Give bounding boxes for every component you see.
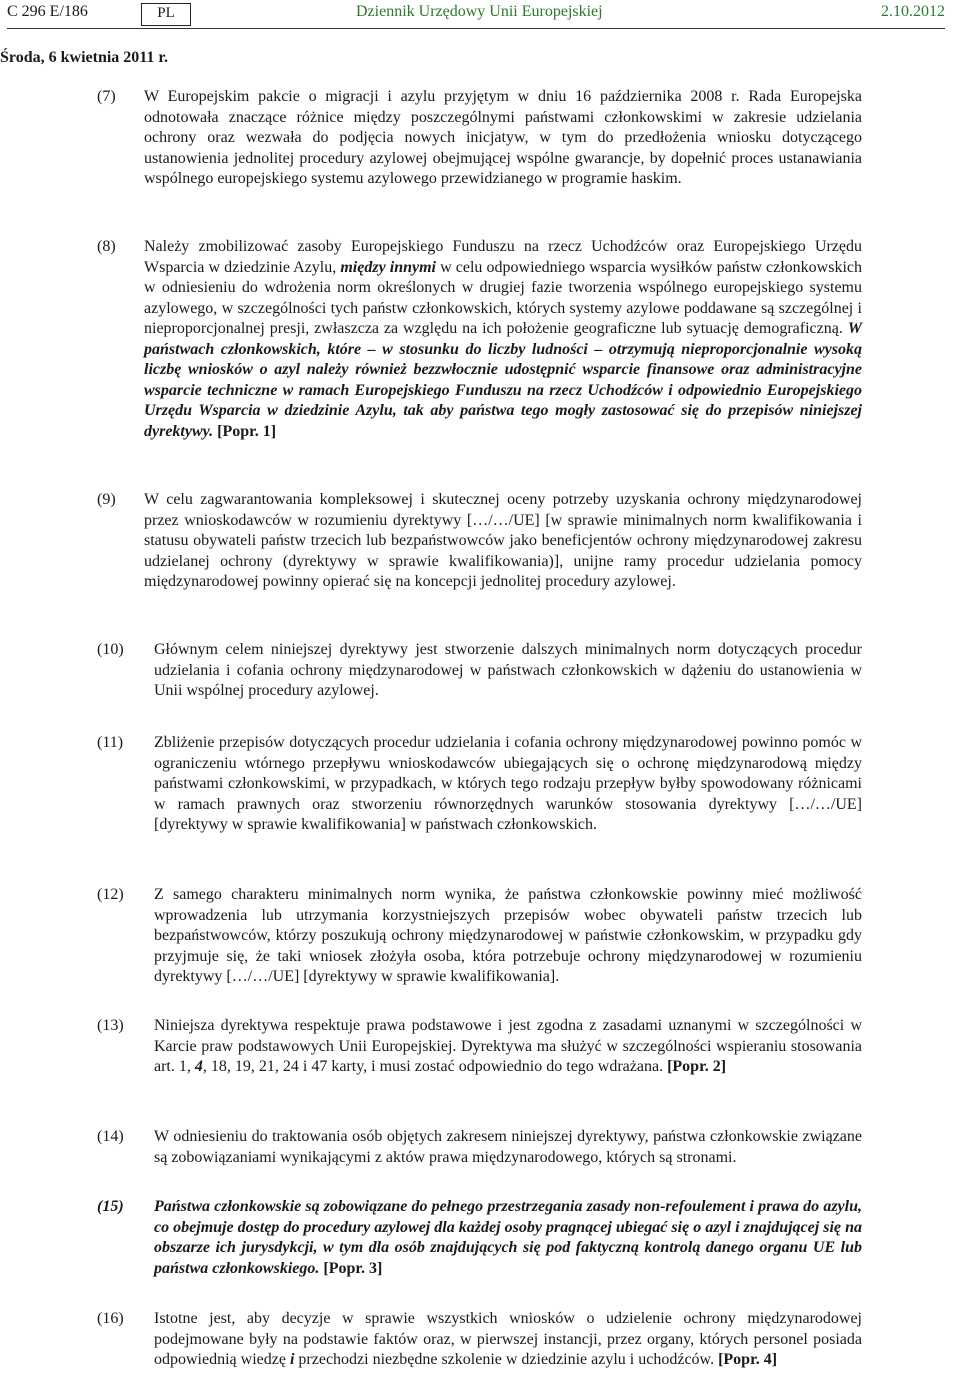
recital-text: Należy zmobilizować zasoby Europejskiego Funduszu na rzecz Uchodźców oraz Europejskiego Urzędu Wsparcia w dziedzinie Azylu, bbox=[144, 238, 862, 276]
amended-text: W państwach członkowskich, które – w stosunku do liczby ludności – otrzymują nieproporcjonalnie wysoką liczbę wniosków o azyl należy również bezzwłocznie udostępnić wsparcie finansowe oraz administracyjne wsparcie techniczne w ramach Europejskiego Funduszu na rzecz Uchodźców i odpowiednio Europejskiego Urzędu Wsparcia w dziedzinie Azylu, tak aby państwa tego mogły zastosować się do przepisów niniejszej dyrektywy. bbox=[144, 320, 862, 440]
publication-date: 2.10.2012 bbox=[881, 3, 945, 20]
recital-9 bbox=[144, 490, 862, 593]
recital-number: (16) bbox=[97, 1310, 124, 1327]
recital-number: (9) bbox=[97, 491, 116, 508]
recital-text: W celu zagwarantowania kompleksowej i skutecznej oceny potrzeby uzyskania ochrony międzynarodowej przez wnioskodawców w rozumieniu dyrektywy […/…/UE] [w sprawie minimalnych norm kwalifikowania i statusu obywateli państw trzecich lub bezpaństwowców jako beneficjentów ochrony międzynarodowej zakresu udzielanej ochrony (dyrektywy w sprawie kwalifikowania)], unijne ramy procedur udzielania pomocy międzynarodowej powinny opierać się na koncepcji jednolitej procedury azylowej. bbox=[144, 491, 862, 590]
journal-title: Dziennik Urzędowy Unii Europejskiej bbox=[356, 3, 603, 20]
recital-text: W Europejskim pakcie o migracji i azylu przyjętym w dniu 16 października 2008 r. Rada Europejska odnotowała znaczące różnice między poszczególnymi państwami członkowskimi w zakresie udzielania ochrony oraz wezwała do podjęcia nowych inicjatyw, w tym do przedłożenia wniosku dotyczącego ustanowienia jednolitej procedury azylowej obejmującej wspólne gwarancje, by dopełnić proces ustanawiania wspólnego europejskiego systemu azylowego przewidzianego w programie haskim. bbox=[144, 88, 862, 187]
recital-11 bbox=[154, 733, 862, 836]
amended-text: i bbox=[289, 1351, 295, 1368]
recital-12 bbox=[154, 885, 862, 988]
language-badge: PL bbox=[141, 3, 191, 26]
recital-number: (11) bbox=[97, 734, 124, 751]
recital-text: , 18, 19, 21, 24 i 47 karty, i musi zostać odpowiednio do tego wdrażana. bbox=[202, 1058, 668, 1075]
amendment-reference: [Popr. 3] bbox=[323, 1259, 383, 1277]
amended-text: 4 bbox=[194, 1058, 203, 1075]
recital-10 bbox=[154, 640, 862, 702]
sitting-date: Środa, 6 kwietnia 2011 r. bbox=[0, 49, 169, 66]
recital-13 bbox=[154, 1016, 862, 1078]
recital-number: (14) bbox=[97, 1128, 124, 1145]
recital-number: (10) bbox=[97, 641, 124, 658]
recital-8 bbox=[144, 237, 862, 442]
recital-text: Niniejsza dyrektywa respektuje prawa podstawowe i jest zgodna z zasadami uznanymi w szczególności w Karcie praw podstawowych Unii Europejskiej. Dyrektywa ma służyć w szczególności wspieraniu stosowania art. 1, bbox=[154, 1017, 862, 1075]
recital-14 bbox=[154, 1127, 862, 1168]
amendment-reference: [Popr. 1] bbox=[217, 422, 277, 440]
recital-text: w celu odpowiedniego wsparcia wysiłków państw członkowskich w odniesieniu do wdrożenia norm określonych w drugiej fazie tworzenia wspólnego europejskiego systemu azylowego, w szczególności tych państw członkowskich, których systemy azylowe poddawane są szczególnej i nieproporcjonalnej presji, zwłaszcza za względu na ich położenie geograficzne lub sytuację demograficzną. bbox=[144, 258, 862, 337]
recital-number: (8) bbox=[97, 238, 116, 255]
page-reference: C 296 E/186 bbox=[7, 3, 88, 20]
recital-number: (15) bbox=[97, 1198, 124, 1215]
recital-text: W odniesieniu do traktowania osób objętych zakresem niniejszej dyrektywy, państwa członkowskie związane są zobowiązaniami wynikającymi z aktów prawa międzynarodowego, których są stronami. bbox=[154, 1128, 862, 1166]
amended-text: między innymi bbox=[340, 258, 437, 276]
recital-number: (13) bbox=[97, 1017, 124, 1034]
recital-15 bbox=[154, 1197, 862, 1279]
recital-7 bbox=[144, 87, 862, 190]
amendment-reference: [Popr. 2] bbox=[667, 1058, 727, 1075]
recital-text: przechodzi niezbędne szkolenie w dziedzinie azylu i uchodźców. bbox=[294, 1351, 715, 1368]
amended-text: Państwa członkowskie są zobowiązane do pełnego przestrzegania zasady non-refoulement i prawa do azylu, co obejmuje dostęp do procedury azylowej dla każdej osoby pragnącej ubiegać się o azyl i znajdującej się na obszarze ich jurysdykcji, w tym dla osób znajdujących się pod faktyczną kontrolą danego organu UE lub państwa członkowskiego. bbox=[154, 1198, 862, 1277]
amendment-reference: [Popr. 4] bbox=[718, 1351, 778, 1368]
journal-header bbox=[7, 3, 945, 27]
recital-text: Istotne jest, aby decyzje w sprawie wszystkich wniosków o udzielenie ochrony międzynarodowej podejmowane były na podstawie faktów oraz, w pierwszej instancji, przez organy, których personel posiada odpowiednią wiedzę bbox=[154, 1310, 862, 1368]
header-rule bbox=[7, 28, 945, 29]
recital-16 bbox=[154, 1309, 862, 1371]
recital-number: (7) bbox=[97, 88, 116, 105]
recital-number: (12) bbox=[97, 886, 124, 903]
recital-text: Zbliżenie przepisów dotyczących procedur udzielania i cofania ochrony międzynarodowej powinno pomóc w ograniczeniu wtórnego przepływu wnioskodawców ubiegających się o ochronę międzynarodową między państwami członkowskimi, w przypadkach, w których tego rodzaju przepływ byłby spowodowany różnicami w ramach prawnych oraz stworzeniu równorzędnych warunków stosowania dyrektywy […/…/UE] [dyrektywy w sprawie kwalifikowania] w państwach członkowskich. bbox=[154, 734, 862, 833]
recital-text: Głównym celem niniejszej dyrektywy jest stworzenie dalszych minimalnych norm dotyczących procedur udzielania i cofania ochrony międzynarodowej w państwach członkowskich w dążeniu do ustanowienia w Unii wspólnej procedury azylowej. bbox=[154, 641, 862, 699]
recital-text: Z samego charakteru minimalnych norm wynika, że państwa członkowskie powinny mieć możliwość wprowadzenia lub utrzymania korzystniejszych przepisów wobec obywateli państw trzecich lub bezpaństwowców, którzy poszukują ochrony międzynarodowej w państwie członkowskim, w przypadku gdy przyjmuje się, że taki wniosek złożyła osoba, która potrzebuje ochrony międzynarodowej w rozumieniu dyrektywy […/…/UE] [dyrektywy w sprawie kwalifikowania]. bbox=[154, 886, 862, 985]
